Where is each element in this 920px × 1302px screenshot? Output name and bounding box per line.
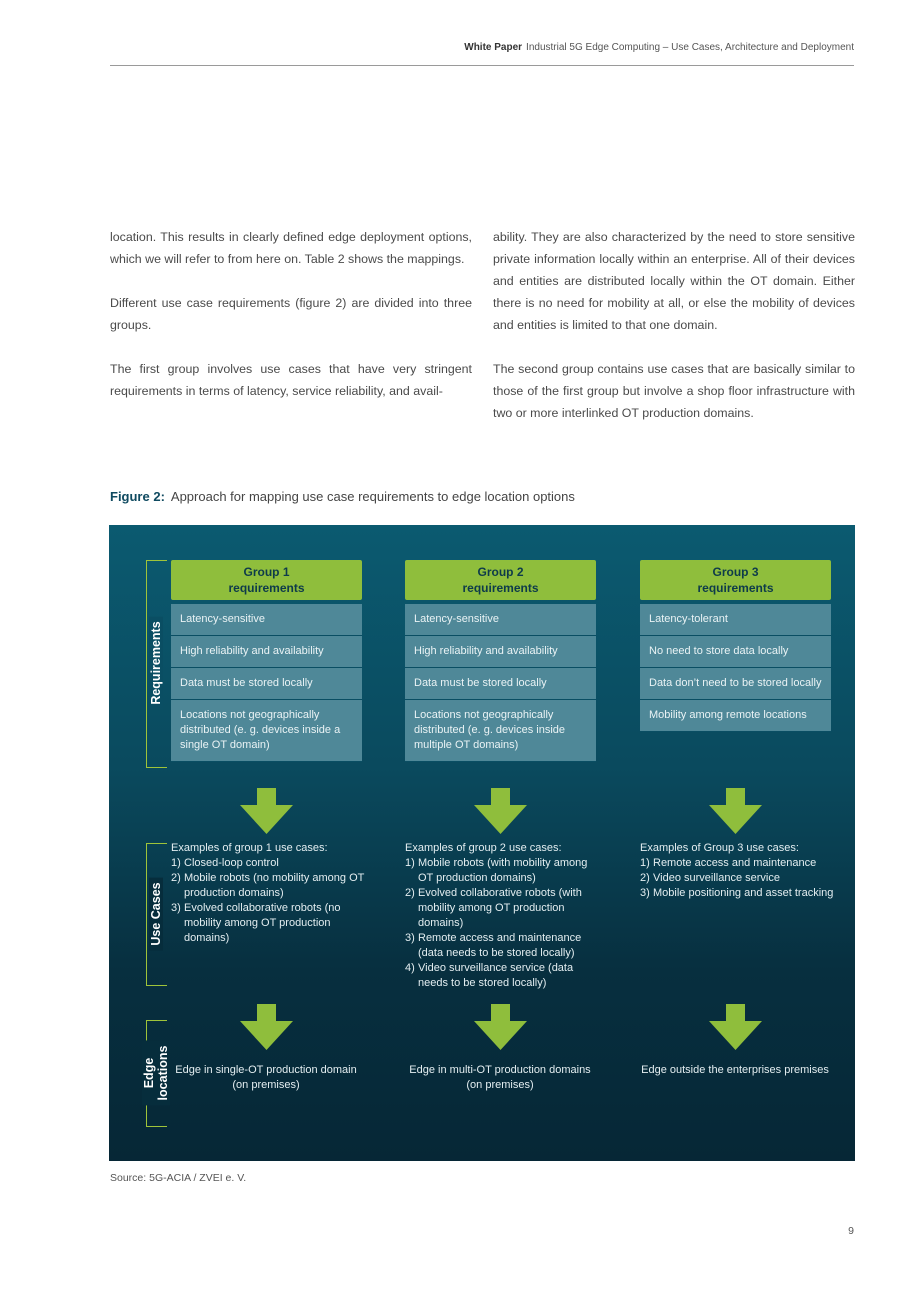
use-case-item: 1) Mobile robots (with mobility among OT production domains) xyxy=(405,857,588,884)
group-2-use-cases xyxy=(405,841,605,991)
paragraph: Different use case requirements (figure 2) are divided into three groups. xyxy=(110,296,472,332)
use-cases-row-label: Use Cases xyxy=(149,877,163,950)
requirement-item: Latency-sensitive xyxy=(405,604,596,636)
down-arrow-icon xyxy=(709,1004,762,1050)
use-case-item: 2) Evolved collaborative robots (with mobility among OT production domains) xyxy=(405,887,582,929)
header-title: Industrial 5G Edge Computing – Use Cases, Architecture and Deployment xyxy=(526,42,854,53)
requirement-item: Locations not geographically distributed (e. g. devices inside a single OT domain) xyxy=(171,700,362,762)
group-1-header xyxy=(171,560,362,600)
group-2-edge-location: Edge in multi-OT production domains (on premises) xyxy=(409,1064,591,1091)
use-case-item: 4) Video surveillance service (data needs to be stored locally) xyxy=(405,962,574,989)
paragraph: location. This results in clearly defined edge deployment options, which we will refer to from here on. Table 2 shows the mappings. xyxy=(110,230,472,266)
group-subtitle: requirements xyxy=(697,581,774,595)
group-3-edge-location: Edge outside the enterprises premises xyxy=(641,1064,829,1076)
figure-title: Approach for mapping use case requirements to edge location options xyxy=(170,489,575,504)
group-1-requirements xyxy=(171,604,362,762)
requirement-item: High reliability and availability xyxy=(171,636,362,668)
use-cases-title: Examples of Group 3 use cases: xyxy=(640,842,799,854)
down-arrow-icon xyxy=(240,1004,293,1050)
requirement-item: Mobility among remote locations xyxy=(640,700,831,732)
down-arrow-icon xyxy=(474,1004,527,1050)
group-subtitle: requirements xyxy=(462,581,539,595)
figure-diagram xyxy=(109,525,855,1161)
paragraph: The second group contains use cases that are basically similar to those of the first group but involve a shop floor infrastructure with two or more interlinked OT production domains. xyxy=(493,362,855,420)
use-case-item: 1) Closed-loop control xyxy=(171,857,279,869)
page-header xyxy=(110,42,854,53)
use-case-item: 3) Remote access and maintenance (data needs to be stored locally) xyxy=(405,932,582,959)
use-cases-title: Examples of group 2 use cases: xyxy=(405,842,562,854)
figure-source: Source: 5G-ACIA / ZVEI e. V. xyxy=(110,1172,247,1184)
group-2-header xyxy=(405,560,596,600)
group-2-requirements xyxy=(405,604,596,762)
down-arrow-icon xyxy=(240,788,293,834)
paragraph: ability. They are also characterized by the need to store sensitive private information locally within an enterprise. All of their devices and entities are distributed locally within the OT domain. Either there is no need for mobility at all, or else the mobility of devices and entities is limited to that one domain. xyxy=(493,230,855,332)
use-case-item: 3) Mobile positioning and asset tracking xyxy=(640,887,834,899)
requirement-item: Data must be stored locally xyxy=(171,668,362,700)
group-1-edge-location: Edge in single-OT production domain (on premises) xyxy=(175,1064,357,1091)
requirement-item: Latency-tolerant xyxy=(640,604,831,636)
group-title: Group 1 xyxy=(243,565,290,579)
use-cases-title: Examples of group 1 use cases: xyxy=(171,842,328,854)
group-subtitle: requirements xyxy=(228,581,305,595)
requirement-item: Data must be stored locally xyxy=(405,668,596,700)
header-label: White Paper xyxy=(464,42,523,53)
requirement-item: Locations not geographically distributed (e. g. devices inside multiple OT domains) xyxy=(405,700,596,762)
group-title: Group 2 xyxy=(477,565,524,579)
edge-label-line2: locations xyxy=(156,1045,170,1101)
requirement-item: High reliability and availability xyxy=(405,636,596,668)
group-1-use-cases xyxy=(171,841,371,946)
use-case-item: 3) Evolved collaborative robots (no mobility among OT production domains) xyxy=(171,902,341,944)
requirement-item: Latency-sensitive xyxy=(171,604,362,636)
use-case-item: 2) Video surveillance service xyxy=(640,872,780,884)
requirement-item: Data don’t need to be stored locally xyxy=(640,668,831,700)
group-3-use-cases xyxy=(640,841,840,901)
requirements-row-label: Requirements xyxy=(149,616,163,709)
use-case-item: 2) Mobile robots (no mobility among OT production domains) xyxy=(171,872,365,899)
requirement-item: No need to store data locally xyxy=(640,636,831,668)
group-3-header xyxy=(640,560,831,600)
header-divider xyxy=(110,65,854,66)
body-column-right xyxy=(493,226,855,446)
group-title: Group 3 xyxy=(712,565,759,579)
edge-label-line1: Edge xyxy=(142,1057,156,1089)
body-column-left xyxy=(110,226,472,424)
down-arrow-icon xyxy=(474,788,527,834)
down-arrow-icon xyxy=(709,788,762,834)
figure-caption xyxy=(110,489,575,504)
page-number: 9 xyxy=(848,1225,854,1237)
group-3-requirements xyxy=(640,604,831,732)
paragraph: The first group involves use cases that have very stringent requirements in terms of latency, service reliability, and avail- xyxy=(110,362,472,398)
figure-label: Figure 2: xyxy=(110,489,165,504)
use-case-item: 1) Remote access and maintenance xyxy=(640,857,817,869)
